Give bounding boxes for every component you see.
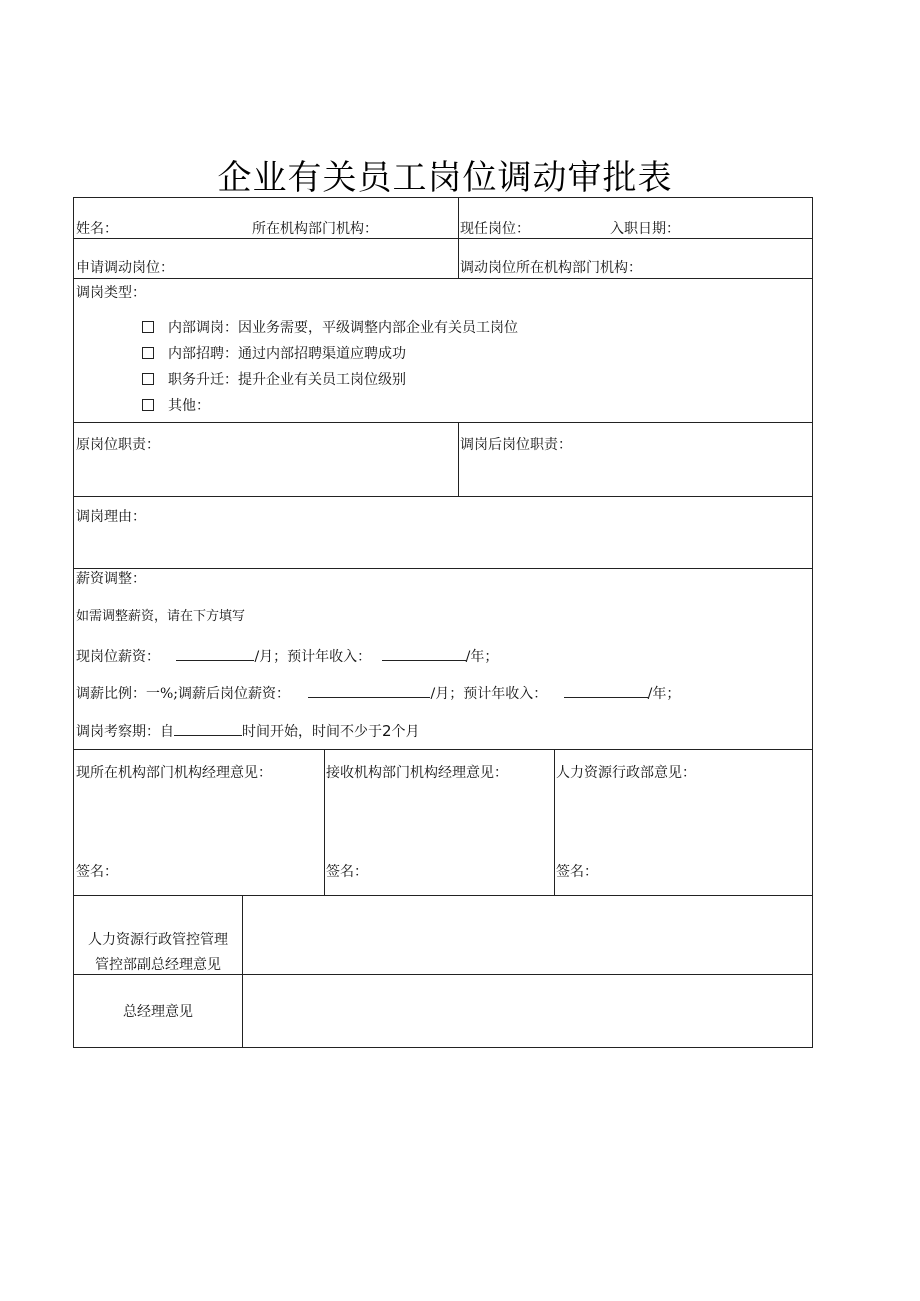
checkbox-icon[interactable] xyxy=(142,347,154,359)
row-divider xyxy=(74,974,812,975)
signature-label: 签名： xyxy=(556,864,598,880)
reason-label: 调岗理由： xyxy=(76,509,146,525)
transfer-option[interactable]: 职务升迁：提升企业有关员工岗位级别 xyxy=(142,373,406,387)
row-divider xyxy=(74,238,812,239)
transfer-option[interactable]: 内部招聘：通过内部招聘渠道应聘成功 xyxy=(142,347,406,361)
row-divider xyxy=(74,278,812,279)
current-salary-line: 现岗位薪资： /月；预计年收入： /年； xyxy=(76,649,499,665)
target-org-label: 调动岗位所在机构部门机构： xyxy=(460,260,642,276)
current-manager-opinion-label: 现所在机构部门机构经理意见： xyxy=(76,765,272,781)
col-divider xyxy=(458,198,459,278)
probation-line: 调岗考察期：自 时间开始，时间不少于2个月 xyxy=(76,722,420,740)
new-salary-field[interactable] xyxy=(308,685,430,698)
page-title: 企业有关员工岗位调动审批表 xyxy=(217,158,673,198)
checkbox-icon[interactable] xyxy=(142,399,154,411)
transfer-type-label: 调岗类型： xyxy=(76,285,146,301)
original-duties-label: 原岗位职责： xyxy=(76,437,160,453)
row-divider xyxy=(74,496,812,497)
checkbox-icon[interactable] xyxy=(142,373,154,385)
checkbox-icon[interactable] xyxy=(142,321,154,333)
hr-admin-opinion-label: 人力资源行政部意见： xyxy=(556,765,696,781)
salary-ratio-line: 调薪比例：一%;调薪后岗位薪资： /月；预计年收入： /年； xyxy=(76,686,681,702)
transfer-option[interactable]: 内部调岗：因业务需要，平级调整内部企业有关员工岗位 xyxy=(142,321,518,335)
signature-label: 签名： xyxy=(326,864,368,880)
salary-note: 如需调整薪资，请在下方填写 xyxy=(76,609,246,624)
col-divider xyxy=(324,749,325,895)
apply-position-label: 申请调动岗位： xyxy=(76,260,174,276)
hr-vp-opinion-label-line1: 人力资源行政管控管理 xyxy=(88,932,228,948)
row-divider xyxy=(74,422,812,423)
org-label: 所在机构部门机构： xyxy=(252,221,378,237)
annual-income-field[interactable] xyxy=(382,648,466,661)
gm-opinion-label: 总经理意见 xyxy=(123,1004,193,1020)
col-divider xyxy=(554,749,555,895)
col-divider xyxy=(458,422,459,496)
name-label: 姓名： xyxy=(76,221,118,237)
approval-form xyxy=(73,197,813,1048)
row-divider xyxy=(74,568,812,569)
new-annual-income-field[interactable] xyxy=(564,685,648,698)
hr-vp-opinion-label-line2: 管控部副总经理意见 xyxy=(95,957,221,973)
signature-label: 签名： xyxy=(76,864,118,880)
new-duties-label: 调岗后岗位职责： xyxy=(460,437,572,453)
row-divider xyxy=(74,749,812,750)
receiving-manager-opinion-label: 接收机构部门机构经理意见： xyxy=(326,765,508,781)
transfer-option[interactable]: 其他： xyxy=(142,399,210,413)
current-salary-field[interactable] xyxy=(176,648,254,661)
position-label: 现任岗位： xyxy=(460,221,530,237)
col-divider xyxy=(242,895,243,1048)
hire-date-label: 入职日期： xyxy=(610,221,680,237)
salary-label: 薪资调整： xyxy=(76,571,146,587)
probation-start-field[interactable] xyxy=(174,723,242,736)
row-divider xyxy=(74,895,812,896)
